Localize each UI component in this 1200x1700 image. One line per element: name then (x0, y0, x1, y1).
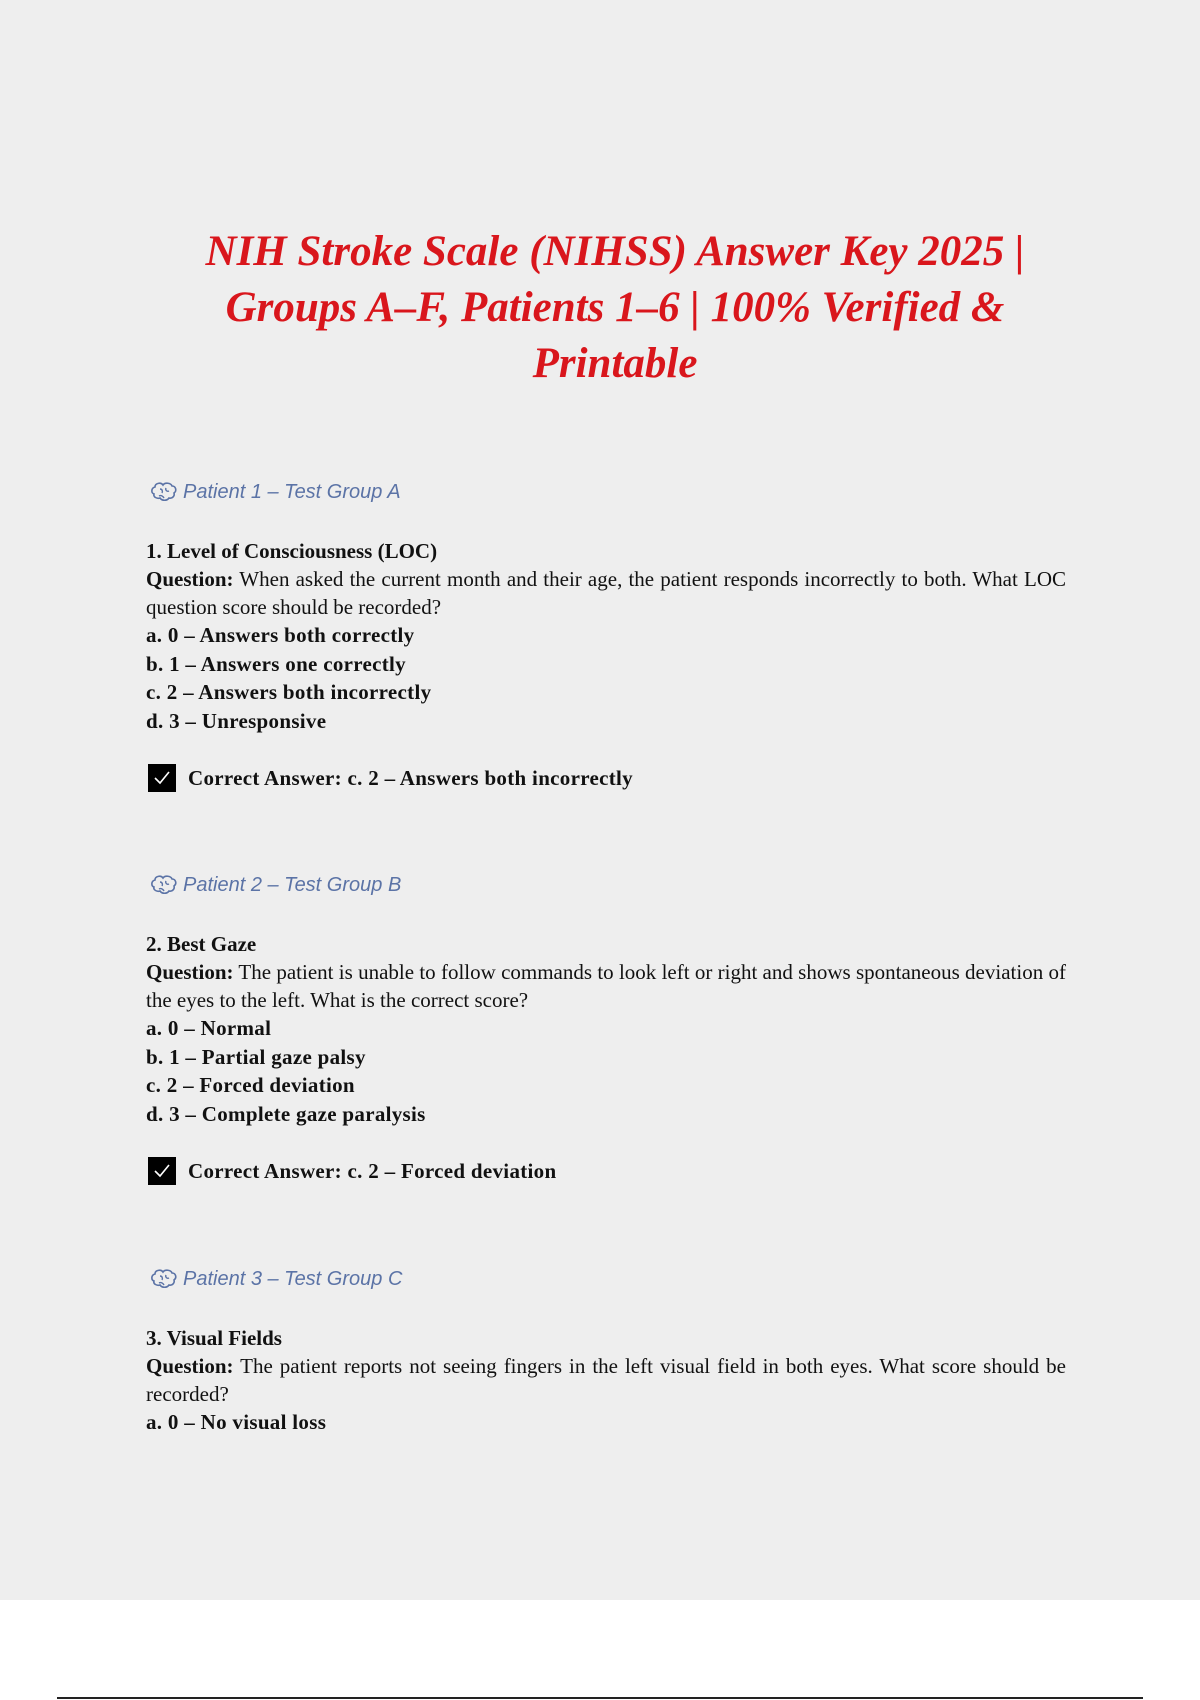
correct-answer (146, 764, 1066, 792)
document-title: NIH Stroke Scale (NIHSS) Answer Key 2025 | Groups A–F, Patients 1–6 | 100% Verified & Printable (205, 228, 1025, 387)
patient-heading (149, 478, 1066, 506)
options-list (146, 1014, 1066, 1128)
question-body: The patient reports not seeing fingers in the left visual field in both eyes. What score should be recorded? (146, 1354, 1066, 1406)
options-list (146, 621, 1066, 735)
correct-answer-value: c. 2 – Answers both incorrectly (347, 765, 633, 790)
option-a: a. 0 – Answers both correctly (146, 623, 415, 647)
patient-heading-label: Patient 2 – Test Group B (183, 873, 402, 896)
correct-answer-value: c. 2 – Forced deviation (347, 1158, 557, 1183)
question-text (146, 565, 1066, 621)
patient-section-3 (146, 1265, 1066, 1437)
option-c: c. 2 – Forced deviation (146, 1073, 355, 1097)
question-body: When asked the current month and their age, the patient responds incorrectly to both. What LOC question score should be recorded? (146, 567, 1066, 619)
correct-answer (146, 1157, 1066, 1185)
question-text (146, 1352, 1066, 1408)
options-list (146, 1408, 1066, 1437)
option-a: a. 0 – Normal (146, 1016, 272, 1040)
question-label: Question: (146, 567, 234, 591)
patient-heading-label: Patient 1 – Test Group A (183, 480, 401, 503)
correct-answer-label: Correct Answer: (188, 765, 342, 790)
brain-icon (149, 873, 179, 897)
check-box-icon (148, 1157, 176, 1185)
question-title: 1. Level of Consciousness (LOC) (146, 539, 438, 563)
patient-heading (149, 871, 1066, 899)
footer-divider (57, 1697, 1143, 1699)
option-b: b. 1 – Partial gaze palsy (146, 1044, 366, 1069)
question-label: Question: (146, 960, 234, 984)
option-d: d. 3 – Unresponsive (146, 708, 327, 733)
brain-icon (149, 480, 179, 504)
patient-heading-label: Patient 3 – Test Group C (183, 1267, 403, 1290)
option-a: a. 0 – No visual loss (146, 1410, 327, 1434)
option-b: b. 1 – Answers one correctly (146, 651, 406, 676)
check-box-icon (148, 764, 176, 792)
question-body: The patient is unable to follow commands to look left or right and shows spontaneous deviation of the eyes to the left. What is the correct score? (146, 960, 1066, 1012)
option-d: d. 3 – Complete gaze paralysis (146, 1101, 426, 1126)
question-title: 2. Best Gaze (146, 932, 257, 956)
patient-heading (149, 1265, 1066, 1293)
patient-section-1 (146, 478, 1066, 792)
option-c: c. 2 – Answers both incorrectly (146, 680, 432, 704)
patient-section-2 (146, 871, 1066, 1185)
correct-answer-label: Correct Answer: (188, 1158, 342, 1183)
brain-icon (149, 1267, 179, 1291)
question-text (146, 958, 1066, 1014)
question-label: Question: (146, 1354, 234, 1378)
question-title: 3. Visual Fields (146, 1326, 282, 1350)
